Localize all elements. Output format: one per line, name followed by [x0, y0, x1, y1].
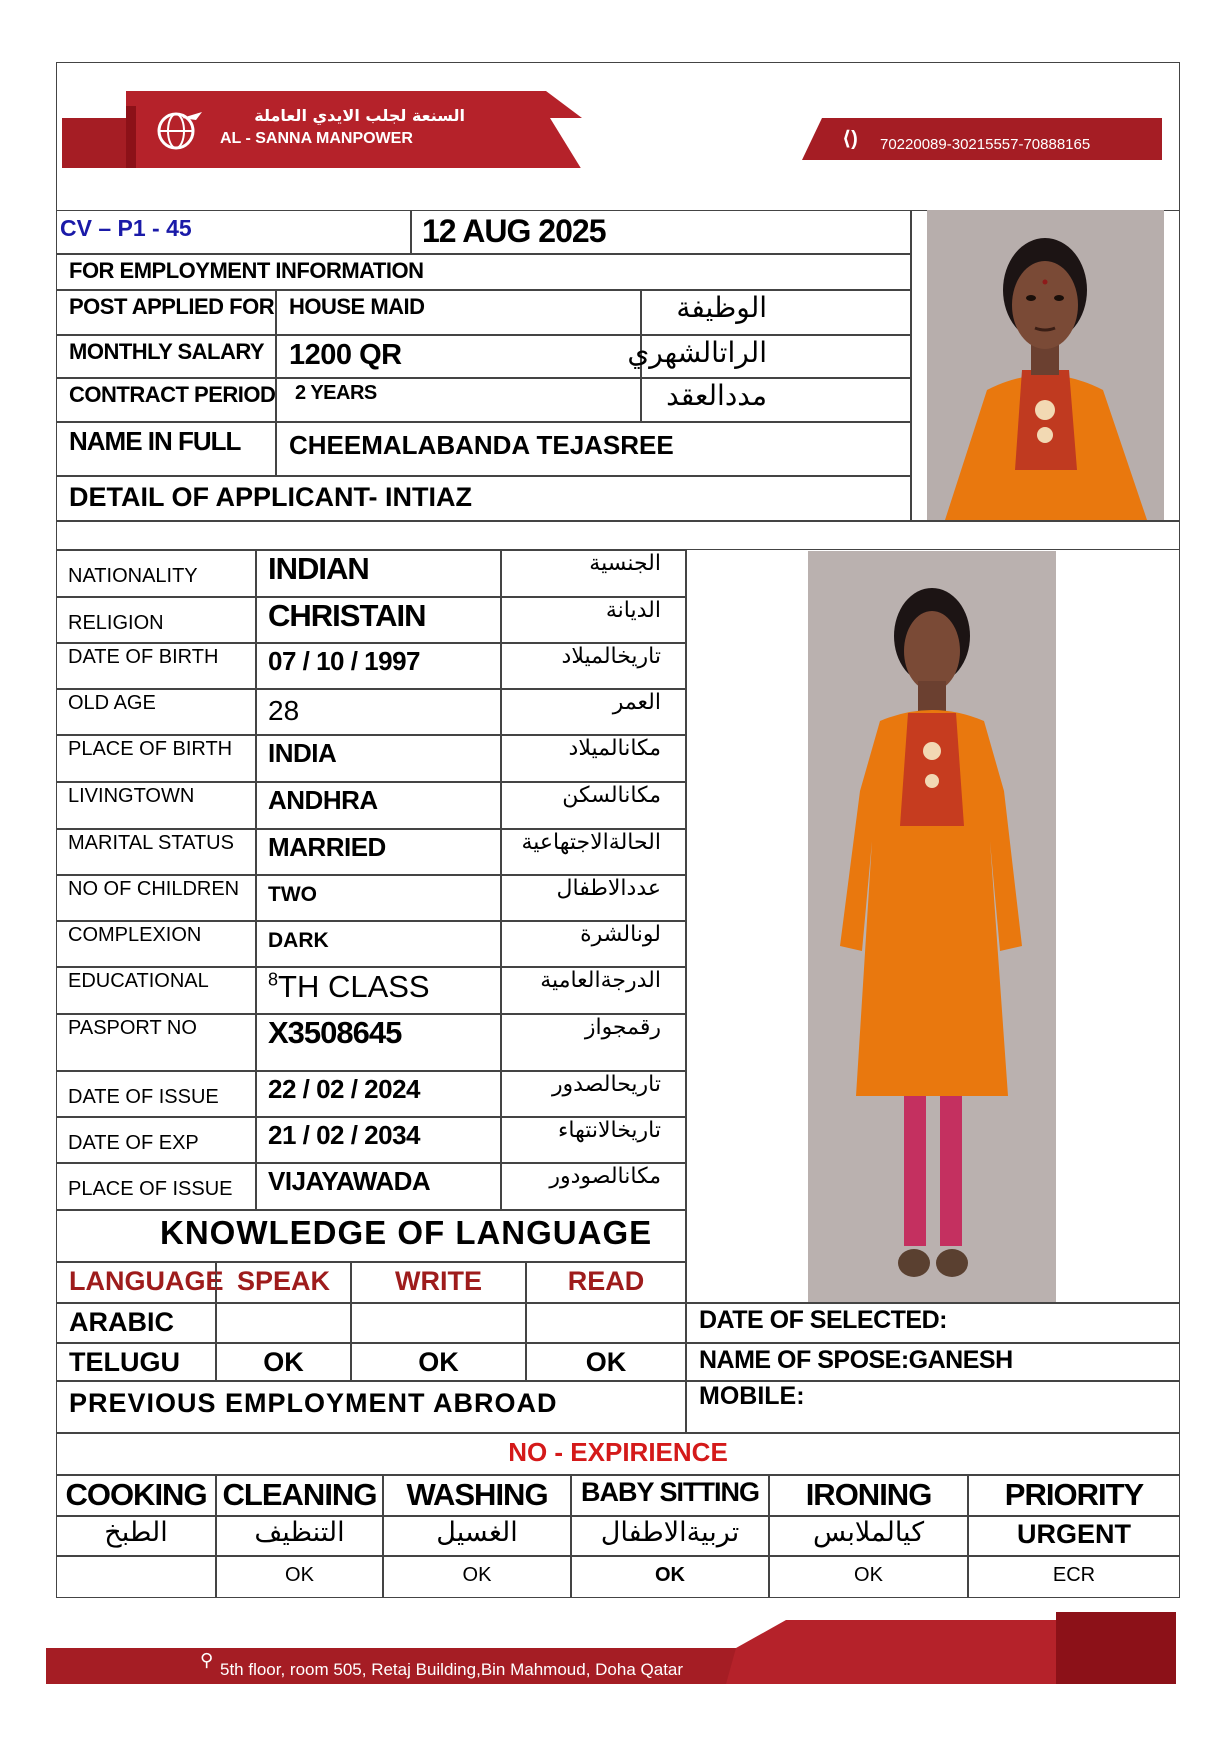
detail-value: [268, 929, 329, 953]
detail-value-text: TH CLASS: [278, 969, 430, 1004]
cv-code: CV – P1 - 45: [60, 215, 192, 241]
detail-value-text: MARRIED: [268, 832, 386, 862]
company-address: 5th floor, room 505, Retaj Building,Bin Mahmoud, Doha Qatar: [220, 1660, 684, 1679]
phone-icon: ☎: [568, 125, 598, 152]
detail-label: RELIGION: [68, 612, 164, 634]
applicant-title: DETAIL OF APPLICANT- INTIAZ: [69, 482, 472, 512]
detail-value: [268, 969, 430, 1005]
language-section-title: KNOWLEDGE OF LANGUAGE: [160, 1214, 653, 1251]
skill-name: WASHING: [406, 1477, 548, 1512]
detail-arabic: مكانالصودور: [549, 1164, 661, 1189]
detail-arabic: تاريحالصدور: [551, 1072, 661, 1097]
fullbody-illustration: [808, 551, 1056, 1302]
language-cell: [526, 1303, 686, 1343]
skill-cell: [56, 1556, 216, 1598]
detail-value-text: INDIAN: [268, 551, 369, 586]
skill-value: OK: [285, 1564, 314, 1586]
globe-logo-icon: [152, 110, 206, 150]
language-cell-value: TELUGU: [69, 1347, 180, 1377]
skill-value: OK: [462, 1564, 492, 1586]
detail-arabic: الحالةالاجتهاعية: [521, 830, 661, 855]
detail-value-text: 21 / 02 / 2034: [268, 1120, 421, 1150]
detail-value-text: 28: [268, 695, 300, 726]
detail-label: MARITAL STATUS: [68, 832, 234, 854]
employment-value: 1200 QR: [289, 339, 402, 371]
employment-arabic: الراتالشهري: [627, 336, 767, 369]
detail-label: DATE OF ISSUE: [68, 1086, 219, 1108]
detail-value: [268, 646, 420, 677]
form-date: 12 AUG 2025: [422, 213, 606, 249]
detail-value: [268, 738, 336, 769]
detail-label: PLACE OF BIRTH: [68, 738, 233, 760]
skill-name: COOKING: [65, 1477, 207, 1512]
detail-value: [268, 832, 386, 863]
detail-label: DATE OF EXP: [68, 1132, 199, 1154]
detail-value: [268, 785, 378, 816]
detail-value-text: 22 / 02 / 2024: [268, 1074, 421, 1104]
company-mobiles: 70220089-30215557-70888165: [880, 136, 1091, 153]
skill-value: OK: [655, 1564, 685, 1586]
language-header: SPEAK: [236, 1266, 331, 1296]
detail-arabic: تاريخالانتهاء: [558, 1118, 661, 1143]
detail-arabic: رقمجواز: [584, 1015, 661, 1040]
detail-value: [268, 695, 299, 727]
section-title: FOR EMPLOYMENT INFORMATION: [69, 258, 424, 283]
employment-value: HOUSE MAID: [289, 294, 425, 319]
employment-label: POST APPLIED FOR: [69, 294, 275, 319]
skill-name: IRONING: [805, 1477, 932, 1512]
spouse-name: NAME OF SPOSE:GANESH: [699, 1346, 1013, 1374]
mobile-label: MOBILE:: [699, 1382, 805, 1410]
date-selected-label: DATE OF SELECTED:: [699, 1306, 947, 1334]
detail-value: [268, 883, 317, 907]
detail-label: EDUCATIONAL: [68, 970, 209, 992]
detail-arabic: الديانة: [605, 598, 661, 623]
detail-value-text: DARK: [268, 929, 329, 952]
detail-arabic: عددالاطفال: [556, 876, 661, 901]
company-name-arabic: السنعة لجلب الايدي العاملة: [254, 106, 465, 125]
skill-value: OK: [854, 1564, 883, 1586]
language-cell-value: OK: [263, 1347, 304, 1377]
previous-employment-value: NO - EXPIRIENCE: [508, 1437, 728, 1467]
detail-label: LIVINGTOWN: [68, 785, 195, 807]
employment-label: MONTHLY SALARY: [69, 339, 265, 364]
detail-arabic: مكانالسكن: [562, 783, 661, 808]
employment-label: CONTRACT PERIOD: [69, 382, 276, 407]
skill-name: CLEANING: [222, 1477, 377, 1512]
language-header: WRITE: [395, 1266, 482, 1296]
detail-arabic: العمر: [612, 690, 661, 715]
mobile-icon: ⟨): [842, 128, 858, 150]
company-name: AL - SANNA MANPOWER: [220, 130, 413, 147]
detail-arabic: مكانالميلاد: [568, 736, 661, 761]
detail-label: DATE OF BIRTH: [68, 646, 219, 668]
skill-arabic: الطبخ: [104, 1517, 168, 1548]
detail-value: [268, 1166, 430, 1197]
employment-arabic: الوظيفة: [676, 291, 767, 324]
location-pin-icon: ⚲: [200, 1650, 214, 1670]
previous-employment-title: PREVIOUS EMPLOYMENT ABROAD: [69, 1388, 558, 1418]
name-label: NAME IN FULL: [69, 426, 241, 456]
employment-arabic: مددالعقد: [666, 379, 767, 412]
skill-arabic: التنظيف: [254, 1517, 345, 1548]
detail-value-text: VIJAYAWADA: [268, 1166, 431, 1196]
detail-arabic: لونالشرة: [580, 922, 661, 947]
skill-arabic: كيالملابس: [812, 1517, 925, 1548]
detail-label: PASPORT NO: [68, 1017, 197, 1039]
company-phone: 44669586: [600, 130, 707, 157]
skill-name: BABY SITTING: [580, 1477, 759, 1507]
detail-value-text: INDIA: [268, 738, 337, 768]
detail-arabic: الدرجةالعامية: [540, 968, 661, 993]
detail-value: [268, 1015, 401, 1051]
detail-value-text: X3508645: [268, 1015, 402, 1050]
language-cell-value: OK: [418, 1347, 459, 1377]
language-cell-value: ARABIC: [69, 1307, 174, 1337]
skill-arabic: الغسيل: [436, 1517, 518, 1548]
full-name: CHEEMALABANDA TEJASREE: [289, 430, 674, 460]
detail-value: [268, 551, 369, 587]
skill-name: PRIORITY: [1004, 1477, 1144, 1512]
detail-value: [268, 1120, 420, 1151]
detail-label: COMPLEXION: [68, 924, 202, 946]
detail-label: NATIONALITY: [68, 565, 198, 587]
detail-arabic: الجنسية: [589, 551, 661, 576]
detail-arabic: تاريخالميلاد: [561, 644, 661, 669]
detail-value-text: CHRISTAIN: [268, 598, 426, 633]
language-header: READ: [567, 1266, 645, 1296]
detail-value-text: ANDHRA: [268, 785, 378, 815]
skill-value: ECR: [1052, 1564, 1096, 1586]
applicant-fullbody-photo: [808, 551, 1056, 1302]
detail-value: [268, 598, 425, 634]
detail-value: [268, 1074, 420, 1105]
detail-value-text: 07 / 10 / 1997: [268, 646, 421, 676]
language-cell: [351, 1303, 526, 1343]
portrait-illustration: [927, 210, 1164, 520]
detail-value-text: TWO: [268, 883, 317, 906]
detail-label: NO OF CHILDREN: [68, 878, 240, 900]
skill-arabic: URGENT: [1017, 1519, 1131, 1549]
detail-value-superscript: 8: [268, 969, 279, 990]
language-cell-value: OK: [585, 1347, 627, 1377]
detail-label: PLACE OF ISSUE: [68, 1178, 233, 1200]
employment-value: 2 YEARS: [295, 382, 377, 404]
detail-label: OLD AGE: [68, 692, 156, 714]
skill-arabic: تربيةالاطفال: [600, 1517, 740, 1548]
language-header: LANGUAGE: [69, 1266, 224, 1296]
applicant-portrait-photo: [927, 210, 1164, 520]
language-cell: [216, 1303, 351, 1343]
